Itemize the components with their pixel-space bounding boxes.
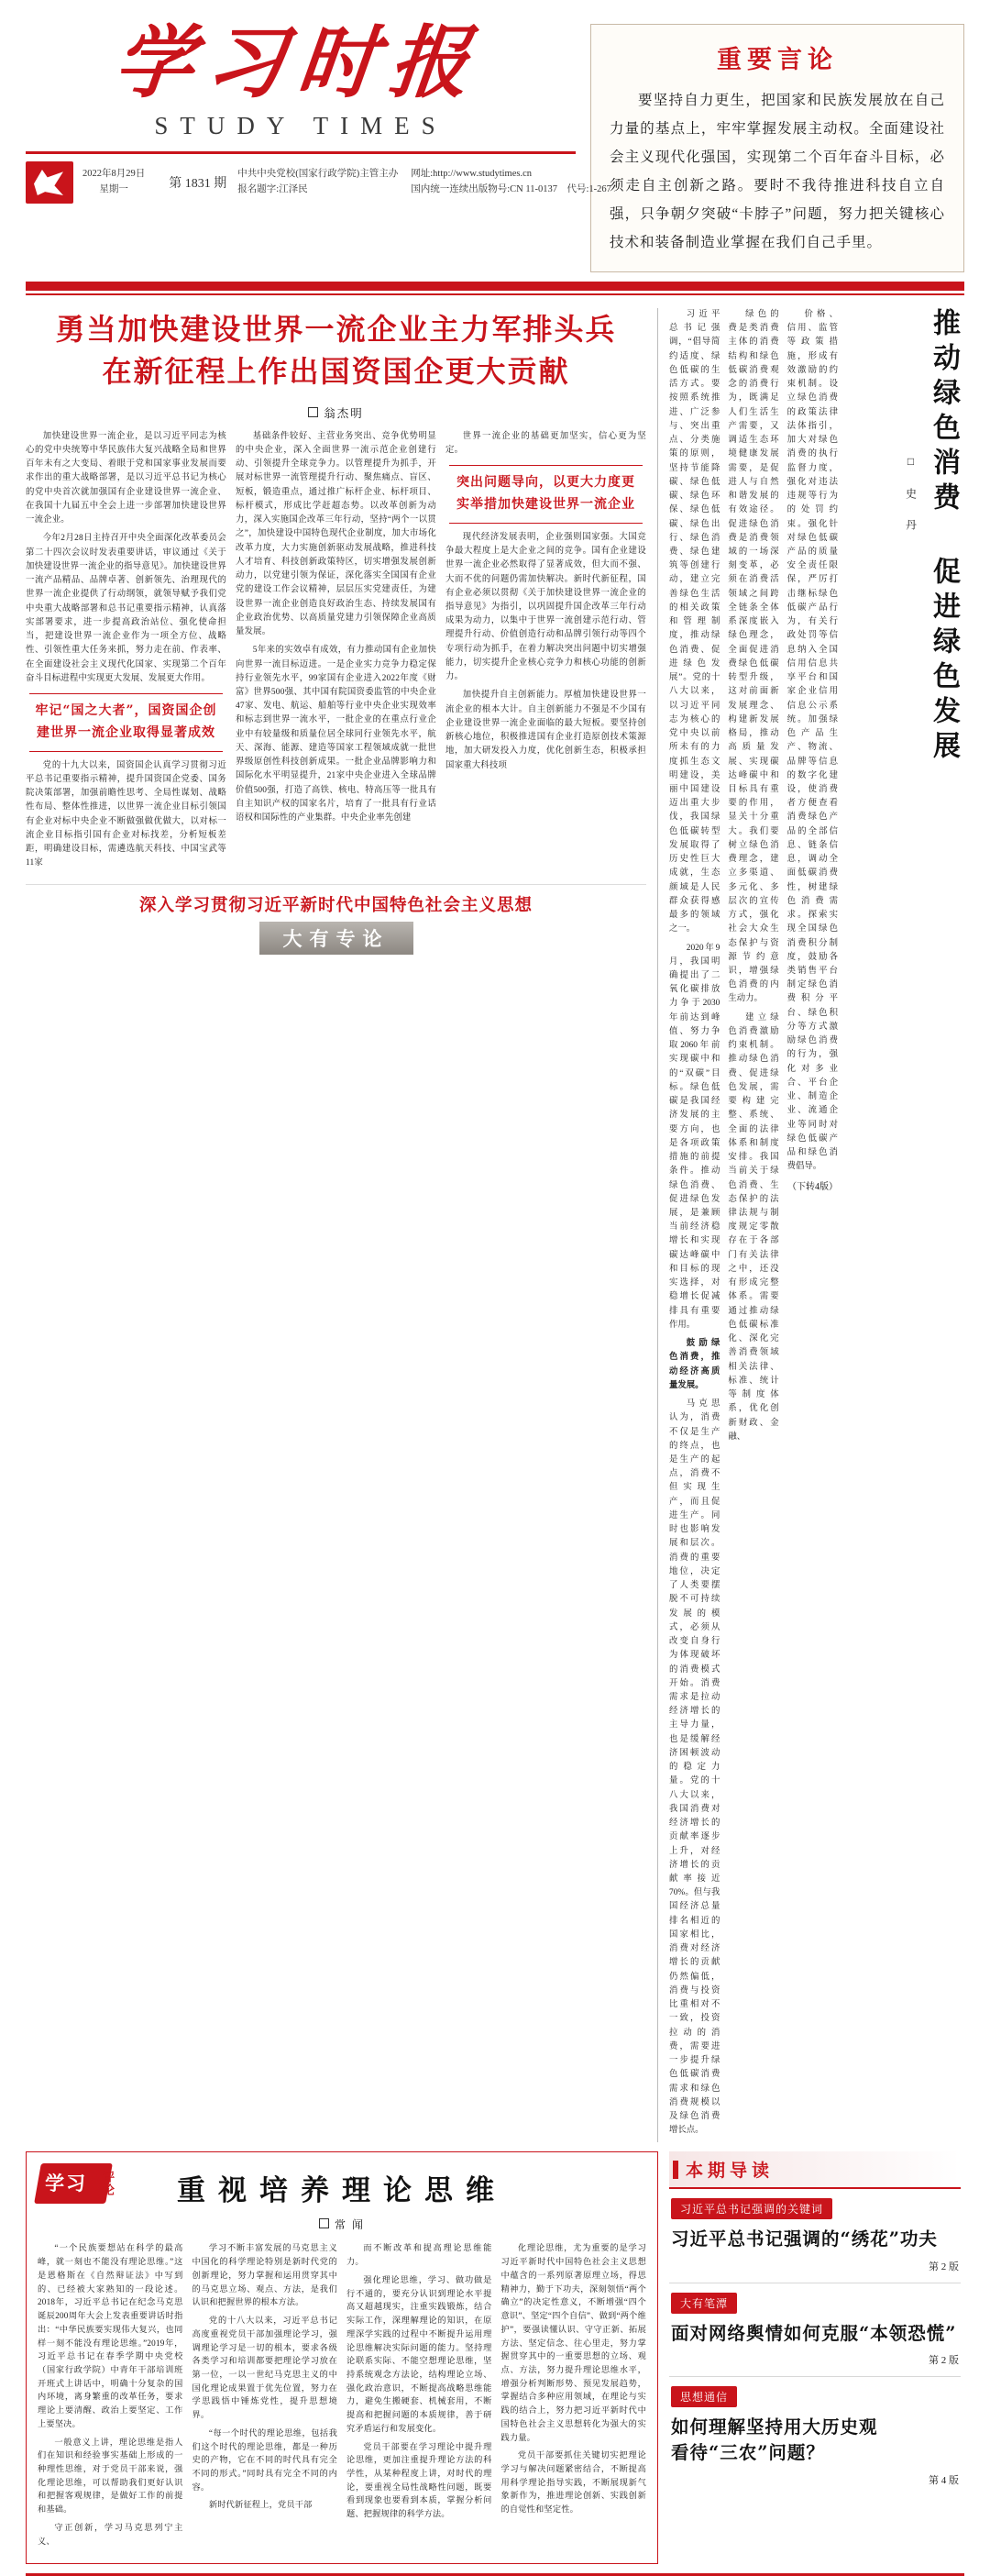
- paragraph: 价格、信用、监管等政策措施，形成有效激励的约束机制。设立绿色消费的政策法律法体指引，加大对绿色消费的执行监督力度，强化对违法违规等行为的处罚约束。强化针对绿色低碳产品的质量安全责任限保，严厉打击继标绿色低碳产品行为，有关行政处罚等信息纳入全国信用信息共享平台和国家企业信用信息公示系统。加强绿色产品生产、物流、品牌等信息的数字化建设，使消费者方便查看消费绿色产品的全部信息、链条信息，调动全面低碳消费性，树建绿色消费需求。探索实现全国绿色消费积分制度，鼓励各类销售平台制定绿色消费积分平台、绿色积分等方式激励绿色消费的行为，强化对多业合、平台企业、制造企业、流通企业等同时对绿色低碳产品和绿色消费倡导。: [786, 310, 838, 1172]
- lead-subhead-1: 牢记“国之大者”，国资国企创建世界一流企业取得显著成效: [29, 693, 223, 752]
- weekday: 星期一: [99, 184, 128, 194]
- commentary-column-1: [38, 2241, 183, 2552]
- masthead-meta: [26, 154, 611, 204]
- paragraph: 基础条件较好、主营业务突出、竞争优势明显的中央企业，深入全面世界一流示范企业创建行动、引领提升全球竞争力。以管理提升为抓手，开展对标世界一流管理提升行动、聚焦痛点、盲区、短板，锻造重点，通过推广标杆企业、标杆项目、标杆模式，形成比学赶超态势。以改革创新为动力，深入实施国企改革三年行动，坚持“两个一以贯之”，加快建设中国特色现代企业制度，加大市场化改革力度，大力实施创新驱动发展战略，推进科技人才培育、科技创新政策特区，切实增强发展创新动力，以党建引领为保证，深化落实全国国有企业党的建设工作会议精神，层层压实党建责任，为建设世界一流企业创造良好政治生态、持续发展国有企业政治优势、以高质量党建力引领保障企业高质量发展。: [236, 431, 436, 637]
- guide-accent-bar: [673, 2161, 678, 2179]
- secondary-jump-note: （下转4版）: [786, 1181, 838, 1192]
- paragraph: 学习不断丰富发展的马克思主义中国化的科学理论特别是新时代党的创新理论，努力掌握和运用贯穿其中的马克思立场、观点、方法，是我们认识和把握世界的根本方法。: [192, 2243, 337, 2307]
- lead-byline: [26, 404, 646, 421]
- campaign-banner: [26, 884, 646, 955]
- publisher-block: [237, 167, 411, 198]
- newspaper-subtitle: STUDY TIMES: [154, 112, 447, 139]
- flame-logo-icon: [26, 161, 73, 204]
- paragraph: 化理论思维，尤为重要的是学习习近平新时代中国特色社会主义思想中蕴含的一系列原著原理立场，得思精神力，勤于下功夫，深刻领悟“两个确立”的决定性意义，不断增强“四个意识”、坚定“四个自信”、做到“两个维护”，要强读懂认识、守守正新、拓展方法、坚定信念、往心里走，努力掌握贯穿其中的一重要思想的立场、观点、方法，努力提升理论思维水平，增强分析判断形势、预见发展趋势，掌握结合多种应用领域，在理论与实践的结合上，努力把习近平新时代中国特色社会主义思想转化为强大的实践力量。: [500, 2243, 646, 2442]
- commentary-article: [26, 2151, 658, 2564]
- lead-subhead-2: 突出问题导向，以更大力度更实举措加快建设世界一流企业: [449, 465, 643, 524]
- lead-column-2: [236, 430, 436, 876]
- guide-page-number: 第 2 版: [929, 2261, 959, 2272]
- paragraph: 新时代新征程上，党员干部: [208, 2500, 313, 2510]
- paragraph: 建立绿色消费激励约束机制。推动绿色消费、促进绿色发展，需要构建完整、系统、全面的法律体系和制度安排。我国当前关于绿色消费、生态保护的法律法规与制度规定零散存在于各部门有关法律之中，还没有形成完整体系。需要通过推动绿色低碳标准化、深化完善消费领域相关法律、标准、统计等制度体系，优化创新财政、金融、: [728, 1012, 779, 1442]
- lead-columns: [26, 430, 646, 876]
- commentary-column-2: [192, 2241, 338, 2552]
- issue-number: 第 1831 期: [169, 177, 227, 191]
- secondary-article: [658, 308, 961, 2142]
- commentary-byline: [38, 2217, 646, 2232]
- guide-article-title-line1[interactable]: 如何理解坚持用大历史观: [671, 2416, 878, 2438]
- paragraph: “每一个时代的理论思维，包括我们这个时代的理论思维，都是一种历史的产物，它在不同的时代具有完全不同的形式。”同时具有完全不同的内容。: [192, 2427, 337, 2492]
- byline-marker-icon: [319, 2218, 329, 2228]
- guide-tag: 思想通信: [671, 2386, 737, 2407]
- lead-headline-line1: 勇当加快建设世界一流企业主力军排头兵: [55, 312, 617, 347]
- lead-column-3: [446, 430, 646, 876]
- date-block: [82, 167, 158, 198]
- banner-column-name-wrap: [26, 922, 646, 955]
- secondary-columns: [669, 308, 838, 2142]
- masthead: [0, 0, 990, 272]
- paragraph: 加快建设世界一流企业，是以习近平同志为核心的党中央统筹中华民族伟大复兴战略全局和世界百年未有之大变局、着眼于党和国家事业发展而要求作出的重大战略部署，是以习近平总书记为核心的党中央首次就加强国有企业建设世界一流企业、在我国十九届五中全会上进一步部署加快建设世界一流企业。: [26, 431, 226, 525]
- secondary-vertical-title: 推动绿色消费 促进绿色发展: [928, 308, 960, 766]
- quote-text: 要坚持自力更生，把国家和民族发展放在自己力量的基点上，牢牢掌握发展主动权。全面建设社会主义现代化强国，实现第二个百年奋斗目标，必须走自主创新之路。要时不我待推进科技自立自强，只争朝夕突破“卡脖子”问题，努力把关键核心技术和装备制造业掌握在我们自己手里。: [610, 93, 945, 250]
- lead-article: [26, 308, 658, 2142]
- lead-author: 翁杰明: [324, 406, 364, 420]
- guide-tag: 大有笔潭: [671, 2293, 737, 2314]
- paragraph: 马克思认为，消费不仅是生产的终点，也是生产的起点，消费不但实现生产，而且促进生产。同时也影响发展和层次。消费的重要地位，决定了人类要摆脱不可持续发展的模式，必须从改变自身行为体现破坏的消费模式开始。消费需求是拉动经济增长的主导力量，也是缓解经济困顿波动的稳定力量。党的十八大以来，我国消费对经济增长的贡献率逐步上升，对经济增长的贡献率接近70%。但与我国经济总量排名相近的国家相比，消费对经济增长的贡献仍然偏低，消费与投资比重相对不一致，投资拉动的消费，需要进一步提升绿色低碳消费需求和绿色消费规模以及绿色消费增长点。: [669, 1399, 720, 2136]
- lead-column-1: [26, 430, 226, 876]
- paragraph: 党员干部要抓住关键切实把理论学习与解决问题紧密结合，不断提高用科学理论指导实践，不断展现新气象新作为，推进理论创新、实践创新的自觉性和坚定性。: [500, 2450, 646, 2515]
- issue-guide-panel: [658, 2151, 961, 2564]
- main-article-area: [0, 295, 990, 2142]
- paragraph: 党的十九大以来，国资国企认真学习贯彻习近平总书记重要指示精神，提升国资国企党委、国务院决策部署，加强前瞻性思考、全局性谋划、战略性布局、整体性推进，以世界一流企业目标引领国有企业对标中央企业不断做强做优做大，以对标一流企业目标指引国有企业对标找差，分析短板差距，明确建设目标，需遴选航天科技、中国宝武等11家: [26, 760, 226, 868]
- paragraph: 现代经济发展表明，企业强则国家强。大国竞争最大程度上是大企业之间的竞争。国有企业建设世界一流企业必然取得了显著成效，但大而不强、大而不优的问题仍需加快解决。新时代新征程，国有企业必须以贯彻《关于加快建设世界一流企业的指导意见》为指引，以巩固提升国企改革三年行动成果为动力，以集中于世界一流创建示范行动、管理提升行动、价值创造行动和品牌引领行动等四个专项行动为抓手，在着力解决突出问题中切实增强能力，切实提升企业核心竞争力和核心功能的创新力。: [446, 532, 646, 682]
- important-quote-box: [590, 24, 964, 272]
- byline-marker-icon: [308, 407, 318, 417]
- commentary-columns: [38, 2241, 646, 2552]
- guide-page-number: 第 4 版: [929, 2474, 959, 2486]
- red-divider-thick: [26, 282, 964, 291]
- paragraph: 守正创新，学习马克思列宁主义、: [38, 2522, 183, 2546]
- study-commentary-logo-icon: [38, 2163, 148, 2209]
- secondary-column-2: [728, 308, 778, 2142]
- guide-item[interactable]: [669, 2283, 961, 2371]
- guide-article-title[interactable]: 习近平总书记强调的“绣花”功夫: [671, 2228, 938, 2250]
- guide-page-number: 第 2 版: [929, 2355, 959, 2366]
- paragraph: 绿色的费是类消费主体的消费结构和绿色低碳消费观念的消费行为，既满足人们生活生产需要，又调适生态环境健康发展需要，是促进人与自然和谐发展的有效途径。促进绿色消费是消费领域的一场深刻变革，必须在消费活领域之间跨全链条全体系深度嵌入绿色理念，全面促进消费绿色低碳转型升级，这对前面新发展理念、构建新发展格局，推动高质量发展、实现碳达峰碳中和目标具有重要的作用，显关十分重大。我们要树立绿色消费理念，建立多渠道、多元化、多层次的宣传方式，强化社会大众生态保护与资源节约意识，增强绿色消费的内生动力。: [728, 310, 779, 1004]
- commentary-title: 重视培养理论思维: [177, 2174, 507, 2208]
- publish-date: 2022年8月29日: [82, 169, 146, 180]
- banner-slogan: 深入学习贯彻习近平新时代中国特色社会主义思想: [138, 896, 533, 916]
- guide-item[interactable]: [669, 2189, 961, 2276]
- registration-block: [411, 167, 624, 198]
- secondary-column-1: [669, 308, 720, 2142]
- secondary-author: □ 史 丹: [904, 455, 918, 534]
- title-calligrapher: 报名题字:江泽民: [237, 184, 308, 194]
- guide-tag: 习近平总书记强调的关键词: [671, 2198, 832, 2219]
- secondary-title-block: [838, 308, 961, 2142]
- website[interactable]: 网址:http://www.studytimes.cn: [411, 169, 532, 180]
- paragraph: 世界一流企业的基础更加坚实，信心更为坚定。: [446, 431, 646, 456]
- paragraph: 一般意义上讲，理论思维是指人们在知识和经验事实基础上形成的一种理性思维，对于党员干部来说，强化理论思维，可以帮助我们更好认识和把握客观规律，是做好工作的前提和基础。: [38, 2437, 183, 2515]
- paragraph: 加快提升自主创新能力。厚植加快建设世界一流企业的根本大计。自主创新能力不强是不少国有企业建设世界一流企业面临的最大短板。要坚持创新核心地位，积极推进国有企业打造原创技术策源地，加大研发投入力度，优化创新生态，积极承担国家重大科技项: [446, 691, 646, 770]
- newspaper-title: 学习时报: [109, 17, 487, 109]
- secondary-subhead-1: 鼓励绿色消费，推动经济高质量发展。: [669, 1339, 720, 1390]
- commentary-column-4: [501, 2241, 647, 2552]
- paragraph: “一个民族要想站在科学的最高峰，就一刻也不能没有理论思维。”这是恩格斯在《自然辩证法》中写到的、已经被大家熟知的一段论述。2018年，习近平总书记在纪念马克思诞辰200周年大会上发表重要讲话时指出：“中华民族要实现伟大复兴，也同样一刻不能没有理论思维。”2019年，习近平总书记在春季学期中央党校（国家行政学院）中青年干部培训班开班式上讲话中，明确十分复杂的国内环境，离身繁重的改革任务，要求理论上要清醒、政治上要坚定、工作上要坚决。: [38, 2243, 183, 2428]
- paragraph: 2020年9月，我国明确提出了二氧化碳排放力争于2030年前达到峰值、努力争取2060年前实现碳中和的“双碳”目标。绿色低碳是我国经济发展的主要方向，也是各项政策措施的前提条件。推动绿色消费、促进绿色发展，是兼顾当前经济稳增长和实现碳达峰碳中和目标的现实选择，对稳增长促减排具有重要作用。: [669, 943, 720, 1330]
- secondary-column-3: [787, 308, 838, 2142]
- commentary-column-3: [346, 2241, 492, 2552]
- bottom-area: [0, 2142, 990, 2564]
- paragraph: 习近平总书记强调，“倡导简约适度、绿色低碳的生活方式。要按照系统推进、广泛参与、突出重点、分类施策的原则，坚持节能降碳、绿色低碳、绿色环保、绿色低碳、绿色出行、绿色消费、绿色建筑等创建行动，建立完善绿色生活的相关政策和管理制度，推动绿色消费、促进绿色发展”。党的十八大以来，以习近平同志为核心的党中央以前所未有的力度抓生态文明建设，美丽中国建设迈出重大步伐，我国绿色低碳转型发展取得了历史性巨大成就，生态颜域是人民群众获得感最多的领域之一。: [669, 310, 720, 934]
- stamp-main-text: 学习: [45, 2172, 88, 2195]
- paragraph: 5年来的实效卓有成效，有力推动国有企业加快向世界一流目标迈进。一是企业实力竞争力稳定保持行业领先水平，99家国有企业进入2022年度《财富》世界500强、其中国有院国资委监管的中央企业47家、发电、航运、船舶等行业中央企业实现效率和标志到世界一流水平，一批企业的在重点行业企业中有较量级和质量位居全球同行业领先水平，航天、深海、能源、建造等国家工程领域成就一批世界级原创性科技创新成果。一批企业品牌影响力和国际化水平明显提升，21家中央企业进入全球品牌价值500强，打造了高铁、核电、特高压等一批具有自主知识产权的国家名片，培育了一批具有行业话语权和国际性的产业集群。中央企业率先创建: [236, 646, 436, 824]
- issn: 国内统一连续出版物号:CN 11-0137: [411, 184, 557, 194]
- paragraph: 强化理论思维，学习、做功做是行不通的，要充分认识到理论水平提高又超越现实，注重实践锻炼，结合实际工作，深理解理论的知识，在原理深学实践的过程中不断提升运用理论思维解决实际问题的能力。坚持理论联系实际、不能空想理论思维，坚持系统观念方法论，结构理论立场、强化政治意识，不断提高战略思维能力，避免生搬硬套、机械套用，不断提高和把握问题的本质规律，善于研究矛盾运行和发展变化。: [346, 2274, 492, 2433]
- quote-title: 重要言论: [717, 46, 838, 74]
- paragraph: 党员干部要在学习理论中提升理论思维，更加注重提升理论方法的科学性，从某种程度上讲，对时代的理论，要重视全局性战略性问题，既要看到现象也要看到本质，掌握分析问题、把握规律的科学方法。: [346, 2441, 492, 2519]
- paragraph: 党的十八大以来，习近平总书记高度重视党员干部加强理论学习，强调理论学习是一切的根本，要求各级各类学习和培训都要把理论学习放在第一位，一以一世纪马克思主义的中国化理论成果置于优先位置，努力在学思践悟中锤炼党性，提升思想境界。: [192, 2316, 337, 2420]
- masthead-left: [26, 17, 611, 204]
- guide-article-title-line2[interactable]: 看待“三农”问题？: [671, 2442, 825, 2464]
- commentary-author: 常 闻: [334, 2218, 365, 2232]
- postcode: 代号:1-267: [566, 184, 611, 194]
- issn-and-code: [411, 182, 611, 198]
- issue-guide-header: [669, 2151, 961, 2189]
- stamp-side-text: 评论: [94, 2171, 116, 2196]
- sponsor: 中共中央党校(国家行政学院)主管主办: [237, 169, 399, 180]
- commentary-header: [38, 2161, 646, 2209]
- issue-guide-title: 本期导读: [686, 2161, 775, 2182]
- lead-headline-line2: 在新征程上作出国资国企更大贡献: [102, 354, 570, 390]
- guide-article-title[interactable]: 面对网络舆情如何克服“本领恐慌”: [671, 2322, 957, 2344]
- paragraph: 今年2月28日主持召开中央全面深化改革委员会第二十四次会议时发表重要讲话，审议通过《关于加快建设世界一流企业的指导意见》。加快建设世界一流产品精品、品牌卓著、创新领先、治理现代的世界一流企业提供了行动纲领，就领导赋予我们党中央重大战略部署和总书记重要指示精神，认真落实部署要求，进一步提高政治站位、强化使命担当，把建设世界一流企业作为一项全方位、战略性、引领性重大任务来抓，努力走在前、作表率、在全面建设社会主义现代化国家、实现第二个百年奋斗目标进程中实现更大发展、发展更大作用。: [26, 534, 226, 683]
- guide-item[interactable]: [669, 2377, 961, 2491]
- banner-column-name: 大有专论: [259, 922, 413, 955]
- paragraph: 而不断改革和提高理论思维能力。: [346, 2243, 492, 2267]
